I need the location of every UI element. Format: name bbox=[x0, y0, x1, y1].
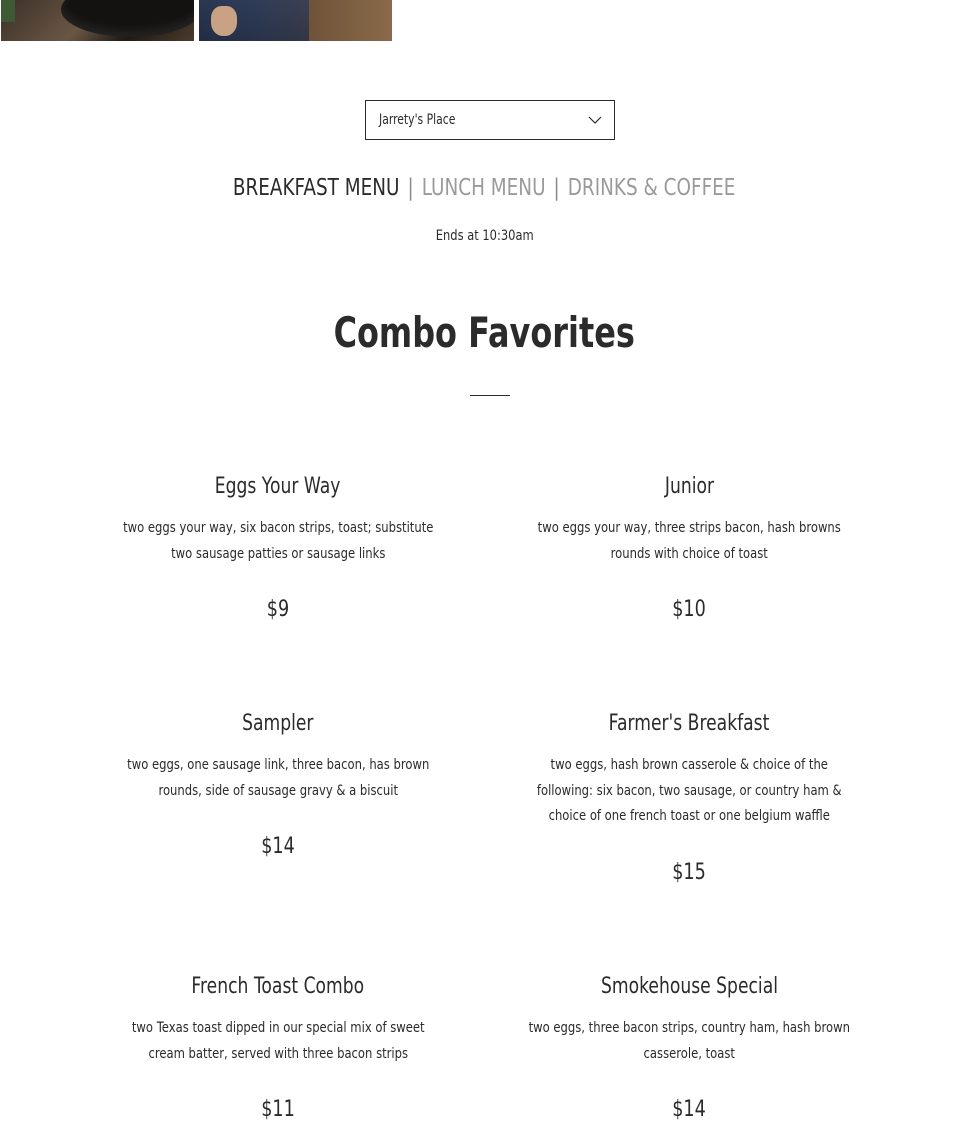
menu-tabs bbox=[0, 175, 969, 201]
menu-item-price: $10 bbox=[672, 597, 706, 622]
menu-item-description: two eggs, three bacon strips, country ham, hash brown casserole, toast bbox=[528, 1020, 850, 1062]
menu-item-description: two Texas toast dipped in our special mix of sweet cream batter, served with three bacon strips bbox=[131, 1020, 425, 1062]
menu-item-name: Eggs Your Way bbox=[215, 474, 341, 499]
menu-hours-note: Ends at 10:30am bbox=[435, 228, 534, 244]
location-select[interactable] bbox=[365, 100, 615, 140]
food-photo[interactable] bbox=[1, 0, 194, 41]
tab-breakfast-menu[interactable]: BREAKFAST MENU bbox=[233, 175, 400, 201]
menu-item-name: Farmer's Breakfast bbox=[608, 711, 770, 736]
menu-item-name: French Toast Combo bbox=[191, 974, 365, 999]
chevron-down-icon bbox=[588, 115, 602, 125]
menu-item-name: Junior bbox=[664, 474, 714, 499]
section-title: Combo Favorites bbox=[333, 308, 636, 357]
menu-item-description: two eggs your way, three strips bacon, hash browns rounds with choice of toast bbox=[537, 520, 841, 562]
menu-item-price: $15 bbox=[672, 859, 706, 885]
photo-gallery bbox=[0, 0, 969, 41]
menu-item-price: $14 bbox=[261, 834, 295, 859]
menu-item-price: $9 bbox=[266, 597, 290, 622]
tab-separator: | bbox=[407, 175, 415, 201]
menu-item-price: $14 bbox=[672, 1097, 706, 1122]
people-photo[interactable] bbox=[199, 0, 392, 41]
menu-item-description: two eggs, one sausage link, three bacon, has brown rounds, side of sausage gravy & a biscuit bbox=[126, 757, 430, 799]
tab-lunch-menu[interactable]: LUNCH MENU bbox=[422, 175, 546, 201]
menu-item bbox=[113, 972, 443, 1125]
menu-item-price: $11 bbox=[261, 1097, 295, 1122]
location-select-value: Jarrety's Place bbox=[379, 112, 456, 128]
menu-item bbox=[524, 972, 854, 1125]
section-divider bbox=[470, 395, 510, 396]
tab-separator: | bbox=[553, 175, 561, 201]
menu-item-description: two eggs your way, six bacon strips, toast; substitute two sausage patties or sausage links bbox=[122, 520, 434, 562]
menu-item bbox=[113, 709, 443, 862]
menu-item bbox=[524, 472, 854, 625]
menu-item-name: Smokehouse Special bbox=[600, 974, 778, 999]
menu-item-description: two eggs, hash brown casserole & choice of the following: six bacon, two sausage, or country ham & choice of one french toast or one belgium waffle bbox=[536, 757, 842, 824]
menu-item-name: Sampler bbox=[242, 711, 314, 736]
menu-item bbox=[524, 709, 854, 888]
menu-item bbox=[113, 472, 443, 625]
tab-drinks-coffee[interactable]: DRINKS & COFFEE bbox=[568, 175, 736, 201]
